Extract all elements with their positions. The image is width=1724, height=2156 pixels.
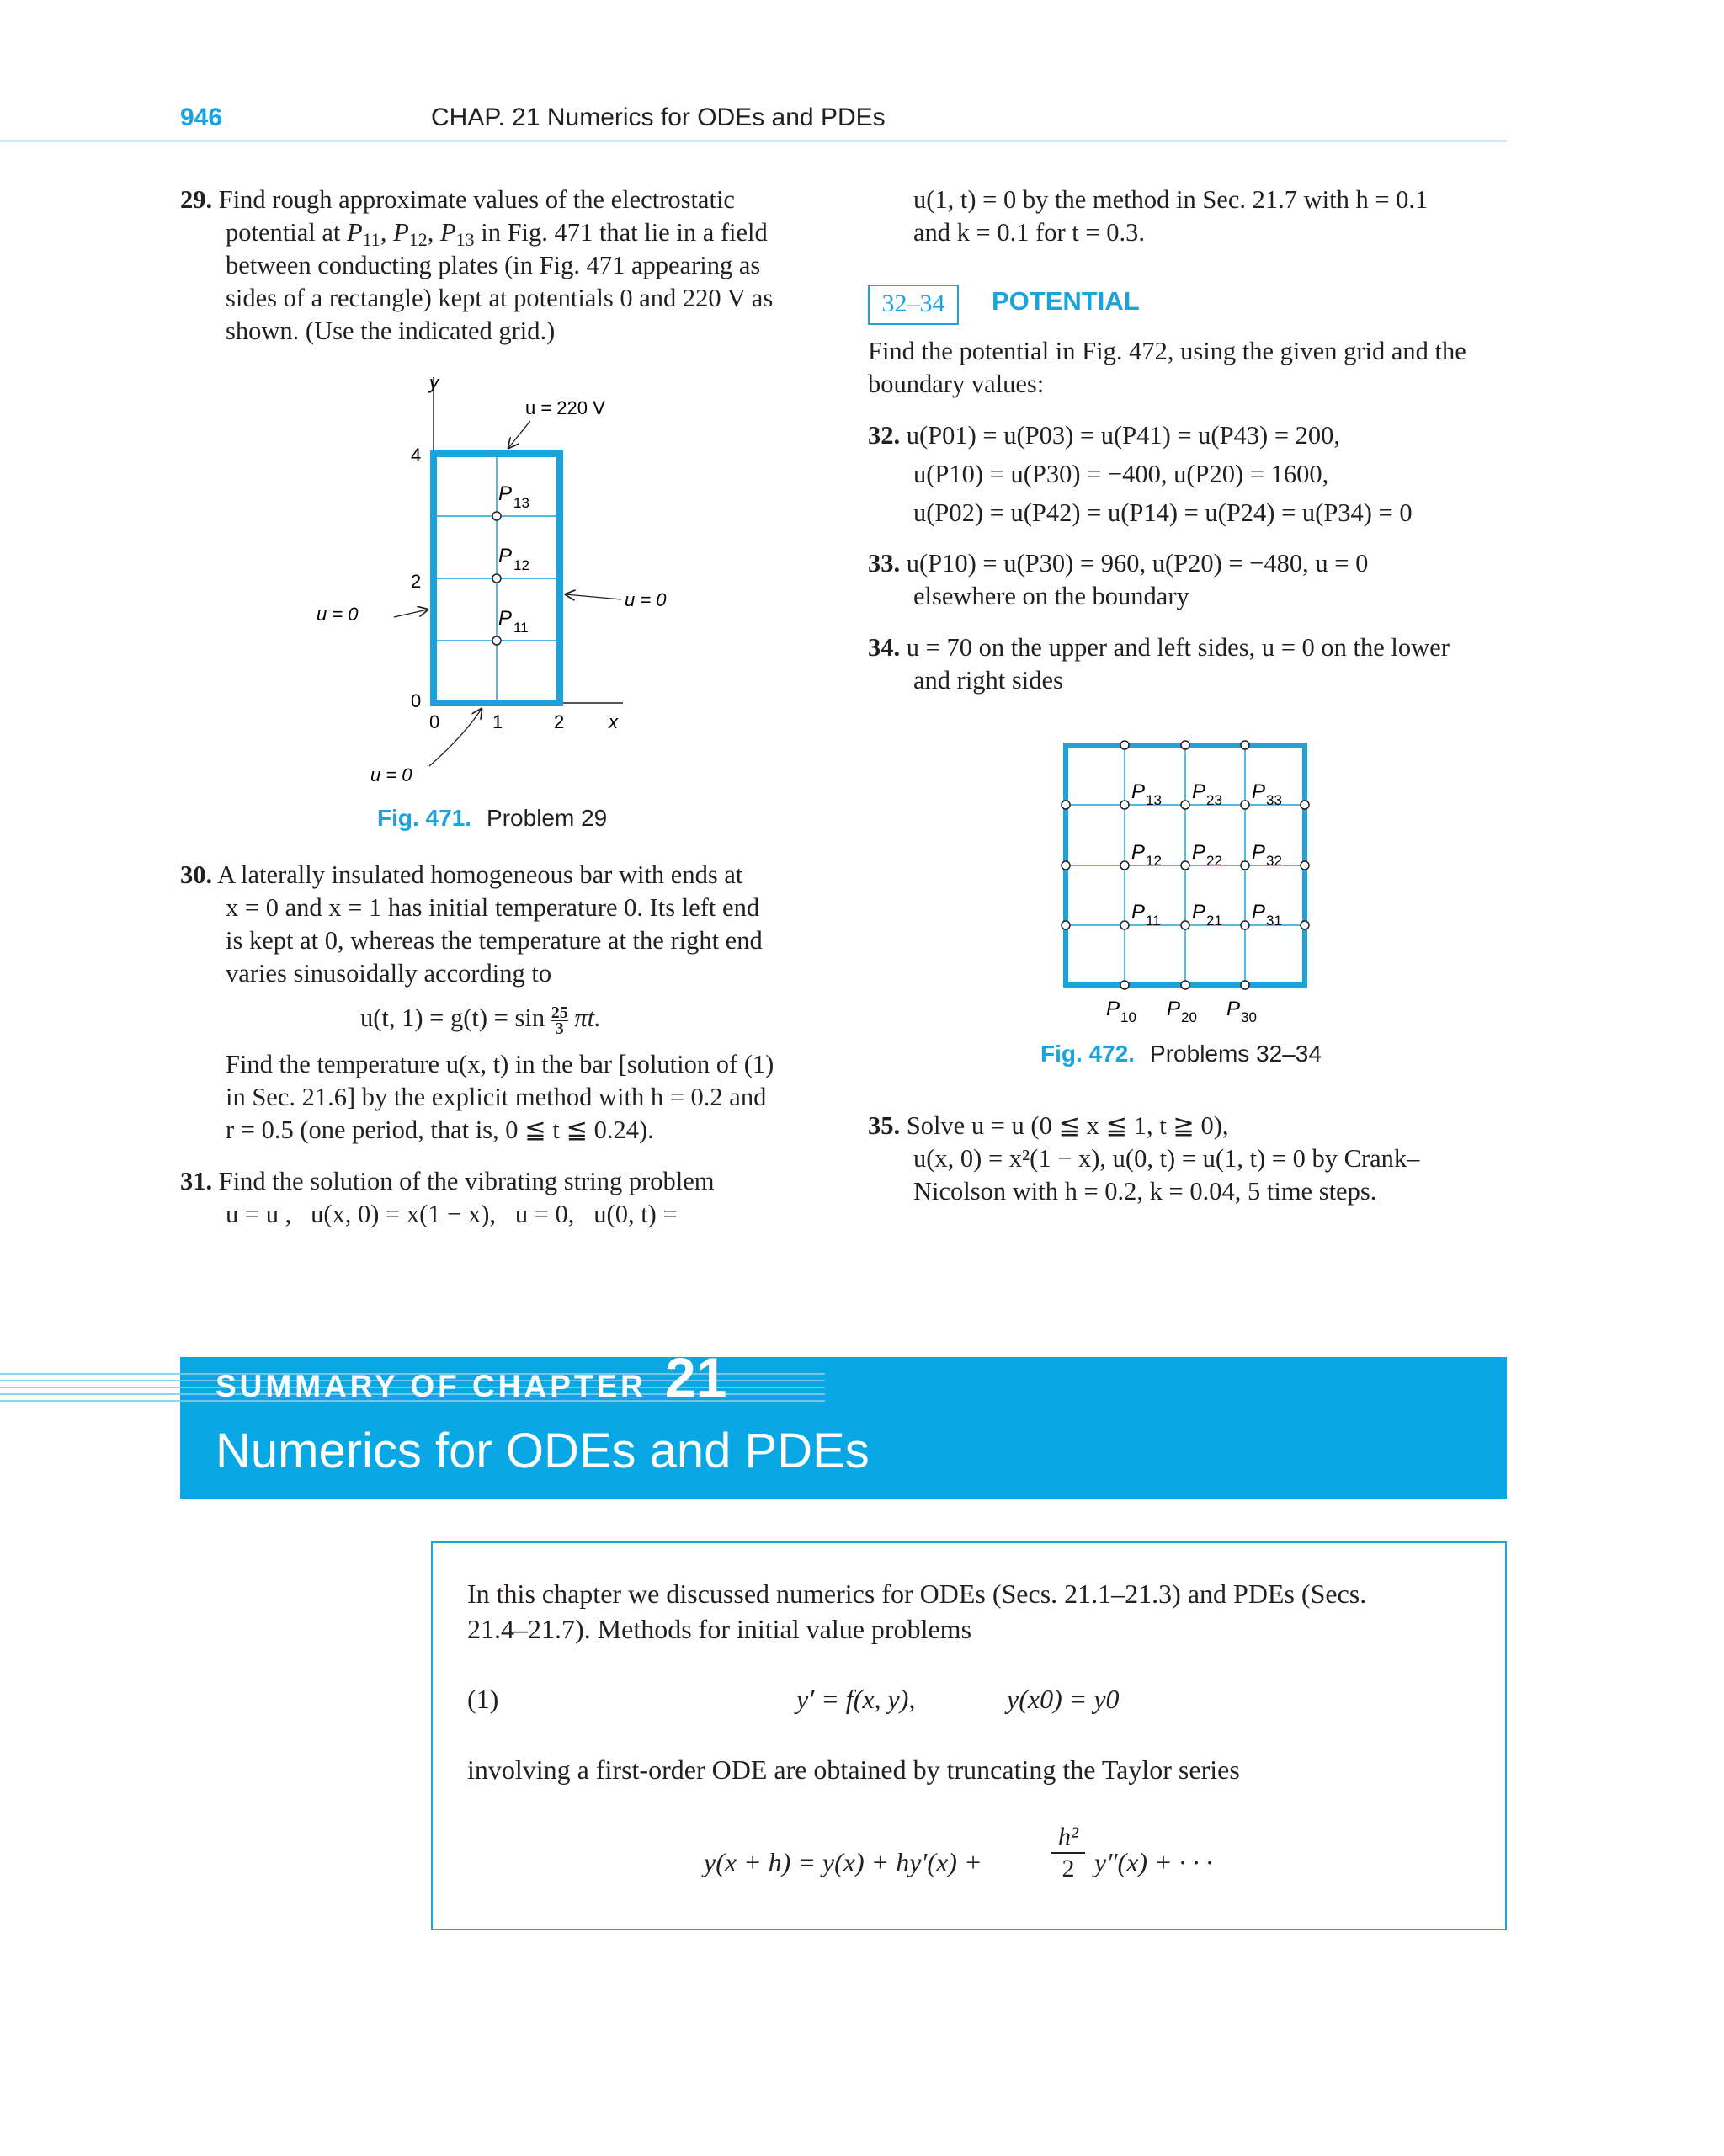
problem-33 — [868, 547, 1508, 613]
problem-32-number: 32. — [868, 421, 901, 450]
section-tag: 32–34 — [868, 285, 959, 325]
p29-line3: between conducting plates (in Fig. 471 appearing as — [226, 251, 761, 279]
p29-line2a: potential at — [226, 218, 347, 247]
y-label: y — [429, 372, 439, 393]
p31c-line2: and k = 0.1 for t = 0.3. — [913, 218, 1145, 247]
eq2-fraction — [1051, 1822, 1085, 1884]
node-label-p10-P: P — [1106, 998, 1120, 1020]
problem-35-number: 35. — [868, 1111, 901, 1140]
p35-line1: Solve u = u (0 ≦ x ≦ 1, t ≧ 0), — [906, 1111, 1229, 1140]
problem-30 — [180, 859, 817, 1147]
eq1-left: y′ = f(x, y), — [796, 1684, 916, 1714]
p31c-line1: u(1, t) = 0 by the method in Sec. 21.7 with h = 0.1 — [913, 185, 1429, 214]
eq2-right: y″(x) + · · · — [1094, 1847, 1213, 1877]
p30-line3: is kept at 0, whereas the temperature at the right end — [226, 926, 763, 955]
problem-30-number: 30. — [180, 860, 213, 889]
p31-line1: Find the solution of the vibrating string problem — [218, 1167, 715, 1195]
problem-31 — [180, 1165, 817, 1231]
node-label-p12-P: P — [1131, 841, 1146, 864]
problem-29-number: 29. — [180, 185, 213, 214]
x-label: x — [609, 711, 618, 732]
node-label-p10: 10 — [1120, 1009, 1136, 1025]
node-label-p33-P: P — [1252, 780, 1266, 803]
potential-intro — [868, 335, 1508, 401]
eq-number: (1) — [467, 1684, 499, 1714]
problem-35 — [868, 1110, 1508, 1208]
fig471-caption — [377, 805, 607, 832]
summary-text — [467, 1576, 1477, 1647]
problem-34-number: 34. — [868, 633, 901, 662]
problem-34 — [868, 631, 1508, 697]
p32-line2: u(P10) = u(P30) = −400, u(P20) = 1600, — [913, 460, 1329, 488]
node-label-p33: 33 — [1266, 792, 1282, 808]
p12-label: P — [498, 545, 513, 567]
eq1-right: y(x0) = y0 — [1007, 1684, 1120, 1714]
p33-line2: elsewhere on the boundary — [913, 582, 1189, 610]
eq2-left: y(x + h) = y(x) + hy′(x) + — [704, 1847, 982, 1877]
node-label-p32: 32 — [1266, 853, 1282, 869]
p30-find2: in Sec. 21.6] by the explicit method with h = 0.2 and — [226, 1082, 767, 1111]
problem-31-number: 31. — [180, 1167, 213, 1195]
p29-line1: Find rough approximate values of the electrostatic — [218, 185, 735, 214]
node-label-p31-P: P — [1252, 901, 1266, 924]
p30-find1: Find the temperature u(x, t) in the bar [solution of (1) — [226, 1049, 774, 1078]
summary-small-title: SUMMARY OF CHAPTER — [216, 1369, 646, 1403]
p32-line3: u(P02) = u(P42) = u(P14) = u(P24) = u(P34) = 0 — [913, 498, 1413, 527]
u0-bottom-label: u = 0 — [370, 764, 412, 785]
u220-label: u = 220 V — [525, 397, 605, 418]
node-label-p31: 31 — [1266, 913, 1282, 929]
p11-label: P — [498, 607, 513, 630]
node-label-p23-P: P — [1192, 780, 1206, 803]
p29-line2b: in Fig. 471 that lie in a field — [474, 218, 768, 247]
p29-line5: shown. (Use the indicated grid.) — [226, 317, 556, 345]
p29-line4: sides of a rectangle) kept at potentials 0 and 220 V as — [226, 284, 774, 312]
node-label-p21: 21 — [1206, 913, 1222, 929]
summary-chapter-title: Numerics for ODEs and PDEs — [216, 1424, 870, 1478]
node-label-p20-P: P — [1167, 998, 1181, 1020]
p30-line4: varies sinusoidally according to — [226, 959, 552, 988]
box-line3: involving a first-order ODE are obtained by truncating the Taylor series — [467, 1754, 1240, 1785]
p30-eq-right: πt. — [574, 1003, 601, 1032]
tick-1: 1 — [492, 711, 503, 732]
intro-line2: boundary values: — [868, 370, 1045, 398]
p34-line2: and right sides — [913, 666, 1063, 695]
p35-line2: u(x, 0) = x²(1 − x), u(0, t) = u(1, t) = 0 by Crank– — [913, 1144, 1420, 1173]
p11-sub: 11 — [513, 620, 529, 636]
fig471-caption-text: Problem 29 — [487, 805, 608, 831]
p35-line3: Nicolson with h = 0.2, k = 0.04, 5 time steps. — [913, 1177, 1377, 1206]
u0-left-label: u = 0 — [317, 604, 359, 625]
page-number: 946 — [180, 104, 223, 131]
node-label-p22: 22 — [1206, 853, 1222, 869]
p34-line1: u = 70 on the upper and left sides, u = 0 on the lower — [906, 633, 1450, 662]
tick-0x: 0 — [429, 711, 440, 732]
running-head: CHAP. 21 Numerics for ODEs and PDEs — [431, 104, 886, 131]
intro-line1: Find the potential in Fig. 472, using the given grid and the — [868, 337, 1466, 365]
p31-line2: u = u , u(x, 0) = x(1 − x), u = 0, u(0, t) = — [226, 1200, 678, 1228]
p13-label: P — [498, 482, 513, 505]
node-label-p21-P: P — [1192, 901, 1206, 924]
p31-continued — [913, 184, 1508, 249]
p30-equation — [180, 1002, 817, 1036]
node-label-p23: 23 — [1206, 792, 1222, 808]
node-label-p13-P: P — [1131, 780, 1146, 803]
p30-frac-num: 25 — [551, 1003, 568, 1022]
node-label-p20: 20 — [1181, 1009, 1197, 1025]
p30-find3: r = 0.5 (one period, that is, 0 ≦ t ≦ 0.24). — [226, 1115, 654, 1144]
u0-right-label: u = 0 — [625, 589, 667, 610]
fig472-caption-text: Problems 32–34 — [1150, 1041, 1322, 1067]
problem-32 — [868, 419, 1508, 530]
problem-33-number: 33. — [868, 549, 901, 578]
node-label-p32-P: P — [1252, 841, 1266, 864]
p32-line1: u(P01) = u(P03) = u(P41) = u(P43) = 200, — [906, 421, 1341, 450]
node-label-p11: 11 — [1146, 913, 1161, 929]
p30-frac-den: 3 — [551, 1020, 568, 1036]
p12-sub: 12 — [513, 557, 529, 573]
node-label-p30: 30 — [1241, 1009, 1257, 1025]
figure-472 — [1052, 732, 1330, 1035]
fig472-caption — [1040, 1041, 1322, 1067]
box-line2: 21.4–21.7). Methods for initial value problems — [467, 1614, 972, 1644]
node-label-p12: 12 — [1146, 853, 1162, 869]
fig472-caption-label: Fig. 472. — [1040, 1041, 1136, 1067]
p30-eq-left: u(t, 1) = g(t) = sin — [360, 1003, 545, 1032]
summary-chapter-number: 21 — [665, 1346, 727, 1408]
tick-0y: 0 — [411, 690, 422, 711]
figure-471 — [303, 370, 724, 791]
p13-sub: 13 — [513, 495, 529, 511]
problem-29: 29. Find rough approximate values of the electrostatic potential at $P_{11}$, $P_{12}$, $P_{13}$ in Fig. 471 that lie in a field between conducting plates (in Fig. 471 appearing as sides of a rectangle) kept at potentials 0 and 220 V as shown. (Use the indicated grid.) — [180, 184, 817, 348]
node-label-p30-P: P — [1226, 998, 1241, 1020]
tick-2: 2 — [411, 571, 422, 592]
node-label-p13: 13 — [1146, 792, 1162, 808]
eq2-frac-den: 2 — [1051, 1852, 1085, 1884]
fig471-caption-label: Fig. 471. — [377, 805, 472, 831]
section-title: POTENTIAL — [992, 286, 1140, 316]
node-label-p11-P: P — [1131, 901, 1146, 924]
tick-4: 4 — [411, 445, 422, 466]
box-line1: In this chapter we discussed numerics for ODEs (Secs. 21.1–21.3) and PDEs (Secs. — [467, 1578, 1367, 1609]
p30-line1: A laterally insulated homogeneous bar with ends at — [217, 860, 743, 889]
p33-line1: u(P10) = u(P30) = 960, u(P20) = −480, u = 0 — [906, 549, 1369, 578]
tick-2x: 2 — [554, 711, 565, 732]
eq2-frac-num: h² — [1058, 1823, 1078, 1850]
node-label-p22-P: P — [1192, 841, 1206, 864]
header-rule — [0, 140, 1507, 142]
p30-line2: x = 0 and x = 1 has initial temperature 0. Its left end — [226, 893, 760, 922]
